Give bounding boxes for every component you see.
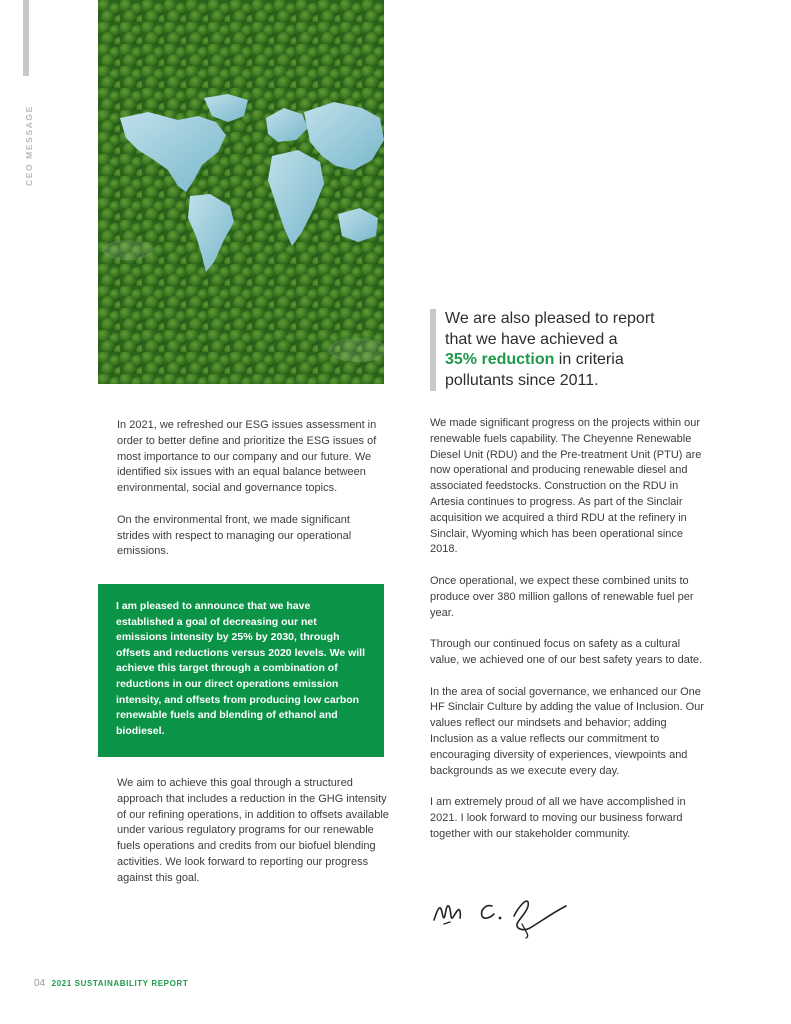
page-number: 04 (34, 978, 46, 989)
pull-quote-line: We are also pleased to report (445, 310, 655, 327)
highlight-box-text: I am pleased to announce that we have established a goal of decreasing our net emissions intensity by 25% by 2030, through offsets and reductions versus 2020 levels. We will achieve this target through a combination of reductions in our direct operations emission intensity, and offsets from producing low carbon renewable fuels and blending of ethanol and biodiesel. (116, 600, 365, 737)
paragraph: We made significant progress on the projects within our renewable fuels capability. The Cheyenne Renewable Diesel Unit (RDU) and the Pre-treatment Unit (PTU) are now operational and producing renewable diesel and associated feedstocks. Construction on the RDU in Artesia continues to progress. As part of the Sinclair acquisition we acquired a third RDU at the refinery in Sinclair, Wyoming which has been operational since 2018. (430, 417, 702, 556)
paragraph: Once operational, we expect these combined units to produce over 380 million gallons of renewable fuel per year. (430, 574, 694, 619)
paragraph: In 2021, we refreshed our ESG issues assessment in order to better define and prioritize the ESG issues of most importance to our company and our future. We identified six issues with an equal balance between environmental, social and governance topics. (117, 419, 377, 495)
left-column-top (117, 418, 382, 560)
paragraph: Through our continued focus on safety as a cultural value, we achieved one of our best safety years to date. (430, 638, 703, 666)
pull-quote-line: pollutants since 2011. (445, 371, 599, 389)
ceo-signature (430, 888, 575, 940)
paragraph: On the environmental front, we made significant strides with respect to managing our operational emissions. (117, 513, 352, 558)
paragraph: We aim to achieve this goal through a structured approach that includes a reduction in the GHG intensity of our refining operations, in addition to offsets available under various regulatory programs for our renewable fuels operations and credits from our biofuel blending activities. We look forward to reporting our progress against this goal. (117, 777, 389, 884)
highlight-box (98, 584, 384, 757)
pull-quote-line: that we have achieved a (445, 330, 618, 348)
section-label: CEO MESSAGE (24, 105, 34, 186)
hero-image (98, 0, 384, 384)
side-accent-bar (23, 0, 29, 76)
forest-world-map-image (98, 0, 384, 384)
paragraph: In the area of social governance, we enhanced our One HF Sinclair Culture by adding the value of Inclusion. Our values reflect our mindsets and behavior; adding Inclusion as a value reflects our commitment to encouraging diversity of experiences, viewpoints and backgrounds as we execute every day. (430, 685, 704, 777)
paragraph: I am extremely proud of all we have accomplished in 2021. I look forward to moving our business forward together with our stakeholder community. (430, 796, 686, 840)
pull-quote (430, 309, 745, 391)
pull-quote-highlight: 35% reduction (445, 351, 555, 368)
left-column-bottom (117, 776, 389, 887)
right-column (430, 416, 705, 843)
pull-quote-line: in criteria (554, 351, 624, 368)
page-footer (34, 978, 188, 989)
report-title: 2021 SUSTAINABILITY REPORT (51, 979, 189, 988)
